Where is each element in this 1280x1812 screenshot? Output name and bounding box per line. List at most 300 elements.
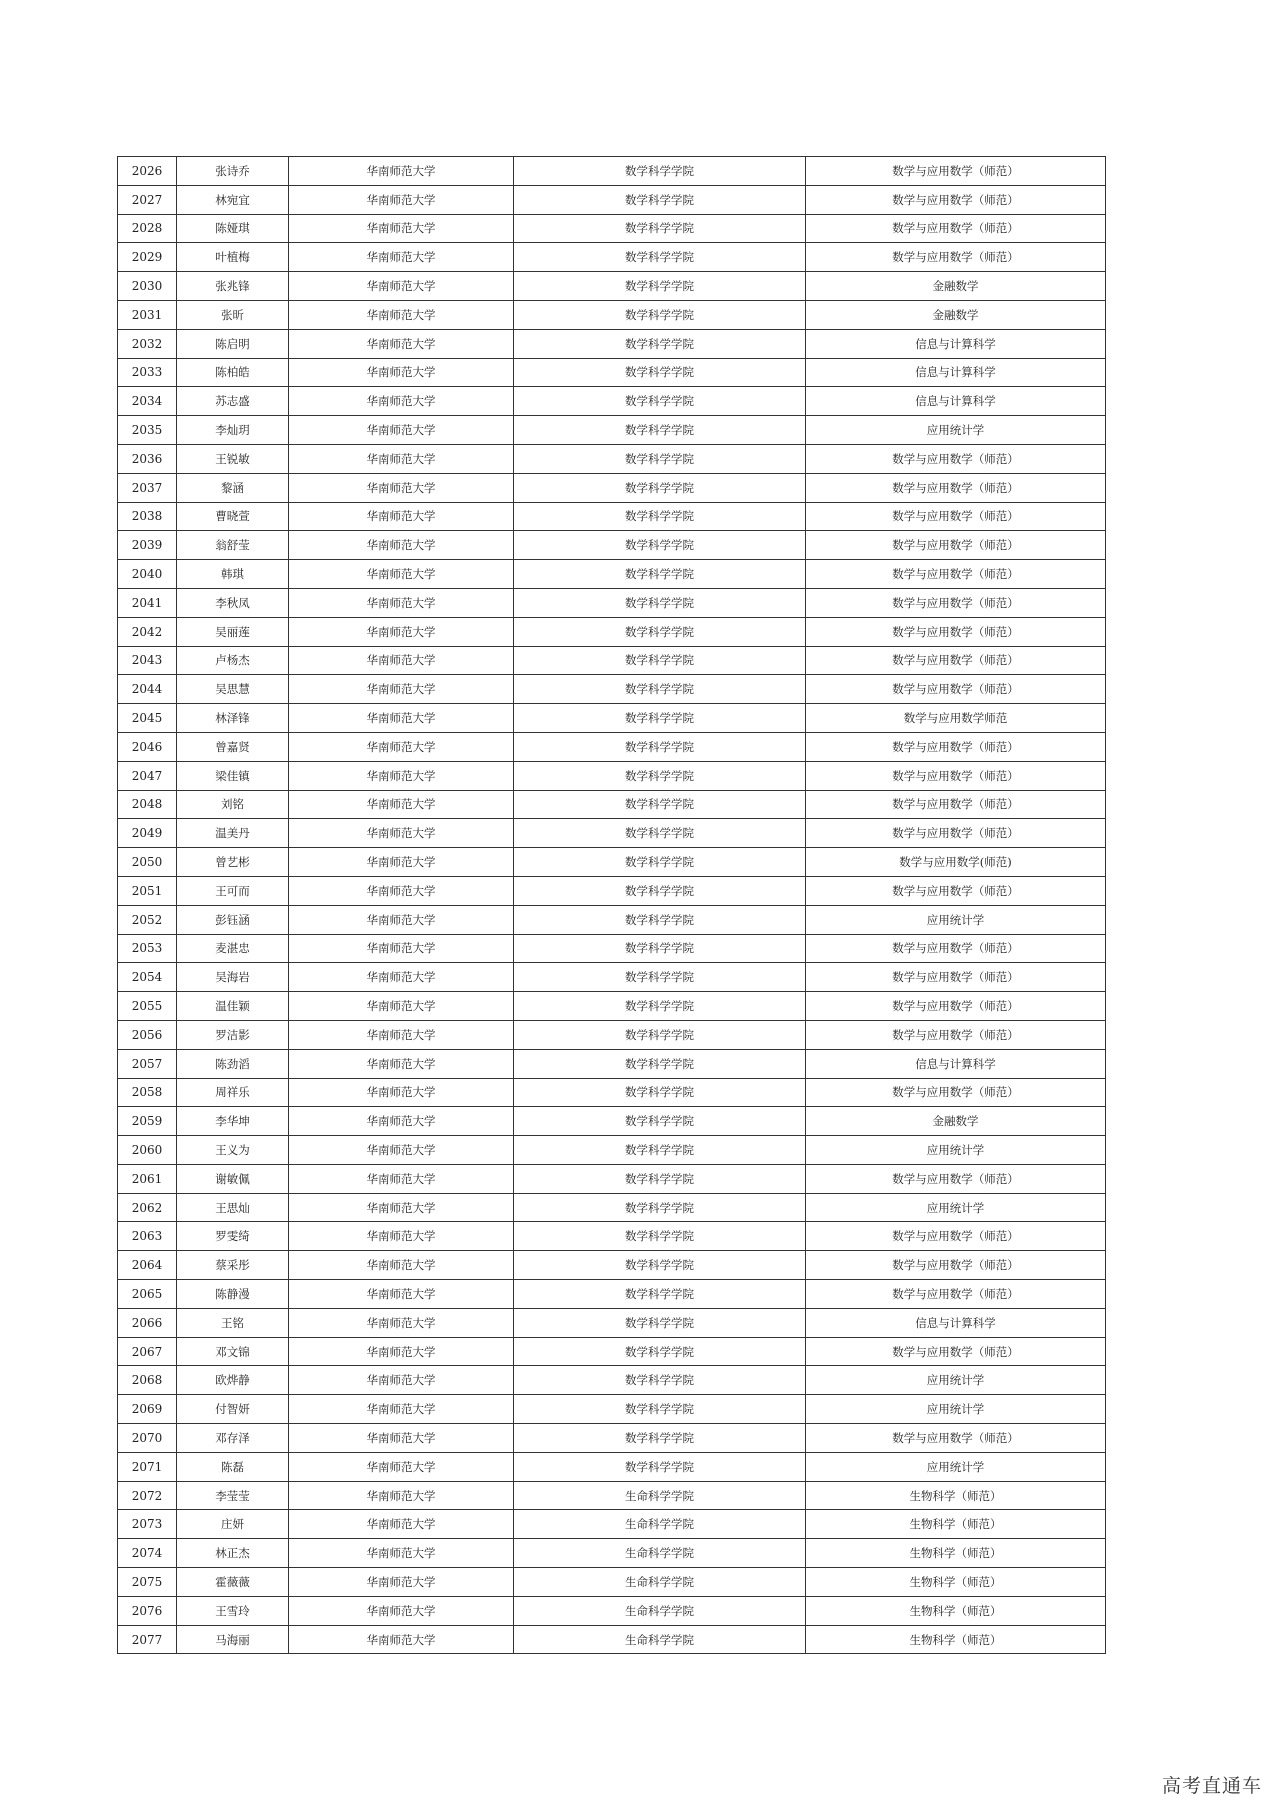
college-cell: 数学科学学院 [514, 243, 806, 272]
college-cell: 数学科学学院 [514, 502, 806, 531]
table-row [118, 1136, 1106, 1165]
table-row [118, 1596, 1106, 1625]
college-cell: 数学科学学院 [514, 1222, 806, 1251]
row-number-cell: 2036 [118, 444, 177, 473]
table-row [118, 1539, 1106, 1568]
major-cell: 数学与应用数学（师范） [806, 560, 1106, 589]
major-cell: 数学与应用数学（师范） [806, 1164, 1106, 1193]
table-row [118, 790, 1106, 819]
row-number-cell: 2056 [118, 1020, 177, 1049]
major-cell: 数学与应用数学（师范） [806, 444, 1106, 473]
college-cell: 数学科学学院 [514, 876, 806, 905]
name-cell: 林正杰 [177, 1539, 289, 1568]
table-row [118, 732, 1106, 761]
college-cell: 生命科学学院 [514, 1625, 806, 1654]
table-row [118, 704, 1106, 733]
major-cell: 数学与应用数学（师范） [806, 1337, 1106, 1366]
major-cell: 金融数学 [806, 300, 1106, 329]
major-cell: 数学与应用数学（师范） [806, 1251, 1106, 1280]
table-row [118, 1078, 1106, 1107]
school-cell: 华南师范大学 [289, 1280, 514, 1309]
major-cell: 数学与应用数学（师范） [806, 1078, 1106, 1107]
school-cell: 华南师范大学 [289, 1452, 514, 1481]
school-cell: 华南师范大学 [289, 704, 514, 733]
college-cell: 数学科学学院 [514, 963, 806, 992]
table-row [118, 1510, 1106, 1539]
name-cell: 邓存泽 [177, 1424, 289, 1453]
table-row [118, 1625, 1106, 1654]
college-cell: 数学科学学院 [514, 732, 806, 761]
table-row [118, 588, 1106, 617]
college-cell: 生命科学学院 [514, 1596, 806, 1625]
name-cell: 梁佳镇 [177, 761, 289, 790]
row-number-cell: 2055 [118, 992, 177, 1021]
major-cell: 数学与应用数学（师范） [806, 473, 1106, 502]
name-cell: 刘铭 [177, 790, 289, 819]
major-cell: 应用统计学 [806, 1395, 1106, 1424]
row-number-cell: 2026 [118, 157, 177, 186]
college-cell: 数学科学学院 [514, 185, 806, 214]
school-cell: 华南师范大学 [289, 1078, 514, 1107]
major-cell: 数学与应用数学（师范） [806, 646, 1106, 675]
major-cell: 信息与计算科学 [806, 329, 1106, 358]
college-cell: 数学科学学院 [514, 387, 806, 416]
school-cell: 华南师范大学 [289, 790, 514, 819]
table-row [118, 1020, 1106, 1049]
school-cell: 华南师范大学 [289, 646, 514, 675]
name-cell: 陈启明 [177, 329, 289, 358]
major-cell: 数学与应用数学（师范） [806, 1222, 1106, 1251]
major-cell: 生物科学（师范） [806, 1625, 1106, 1654]
major-cell: 数学与应用数学（师范） [806, 1424, 1106, 1453]
row-number-cell: 2030 [118, 272, 177, 301]
row-number-cell: 2043 [118, 646, 177, 675]
table-row [118, 560, 1106, 589]
name-cell: 曾嘉贤 [177, 732, 289, 761]
name-cell: 李秋凤 [177, 588, 289, 617]
school-cell: 华南师范大学 [289, 329, 514, 358]
college-cell: 数学科学学院 [514, 1078, 806, 1107]
row-number-cell: 2054 [118, 963, 177, 992]
college-cell: 数学科学学院 [514, 1193, 806, 1222]
college-cell: 数学科学学院 [514, 617, 806, 646]
major-cell: 金融数学 [806, 1107, 1106, 1136]
row-number-cell: 2072 [118, 1481, 177, 1510]
name-cell: 陈娅琪 [177, 214, 289, 243]
row-number-cell: 2038 [118, 502, 177, 531]
name-cell: 周祥乐 [177, 1078, 289, 1107]
name-cell: 吴丽莲 [177, 617, 289, 646]
college-cell: 数学科学学院 [514, 819, 806, 848]
table-row [118, 214, 1106, 243]
row-number-cell: 2063 [118, 1222, 177, 1251]
name-cell: 曾艺彬 [177, 848, 289, 877]
name-cell: 付智妍 [177, 1395, 289, 1424]
table-row [118, 531, 1106, 560]
name-cell: 邓文锦 [177, 1337, 289, 1366]
row-number-cell: 2035 [118, 416, 177, 445]
college-cell: 数学科学学院 [514, 704, 806, 733]
table-row [118, 675, 1106, 704]
table-row [118, 416, 1106, 445]
college-cell: 数学科学学院 [514, 1452, 806, 1481]
school-cell: 华南师范大学 [289, 876, 514, 905]
table-row [118, 1308, 1106, 1337]
table-row [118, 185, 1106, 214]
table-row [118, 1222, 1106, 1251]
table-row [118, 1337, 1106, 1366]
major-cell: 信息与计算科学 [806, 358, 1106, 387]
row-number-cell: 2034 [118, 387, 177, 416]
major-cell: 应用统计学 [806, 416, 1106, 445]
major-cell: 数学与应用数学（师范） [806, 588, 1106, 617]
college-cell: 数学科学学院 [514, 1308, 806, 1337]
row-number-cell: 2067 [118, 1337, 177, 1366]
major-cell: 应用统计学 [806, 905, 1106, 934]
table-row [118, 992, 1106, 1021]
row-number-cell: 2064 [118, 1251, 177, 1280]
school-cell: 华南师范大学 [289, 387, 514, 416]
school-cell: 华南师范大学 [289, 761, 514, 790]
table-row [118, 300, 1106, 329]
major-cell: 数学与应用数学（师范） [806, 934, 1106, 963]
name-cell: 霍薇薇 [177, 1568, 289, 1597]
name-cell: 温美丹 [177, 819, 289, 848]
name-cell: 王义为 [177, 1136, 289, 1165]
college-cell: 数学科学学院 [514, 1251, 806, 1280]
row-number-cell: 2050 [118, 848, 177, 877]
row-number-cell: 2046 [118, 732, 177, 761]
college-cell: 数学科学学院 [514, 1107, 806, 1136]
school-cell: 华南师范大学 [289, 1136, 514, 1165]
school-cell: 华南师范大学 [289, 502, 514, 531]
college-cell: 数学科学学院 [514, 416, 806, 445]
admission-list-table [117, 156, 1106, 1654]
name-cell: 李灿玥 [177, 416, 289, 445]
college-cell: 数学科学学院 [514, 300, 806, 329]
major-cell: 应用统计学 [806, 1193, 1106, 1222]
row-number-cell: 2032 [118, 329, 177, 358]
table-row [118, 1452, 1106, 1481]
row-number-cell: 2059 [118, 1107, 177, 1136]
school-cell: 华南师范大学 [289, 473, 514, 502]
name-cell: 陈静漫 [177, 1280, 289, 1309]
school-cell: 华南师范大学 [289, 1510, 514, 1539]
school-cell: 华南师范大学 [289, 905, 514, 934]
school-cell: 华南师范大学 [289, 1020, 514, 1049]
name-cell: 王铭 [177, 1308, 289, 1337]
table-row [118, 1366, 1106, 1395]
name-cell: 王雪玲 [177, 1596, 289, 1625]
row-number-cell: 2047 [118, 761, 177, 790]
school-cell: 华南师范大学 [289, 819, 514, 848]
major-cell: 数学与应用数学（师范） [806, 876, 1106, 905]
major-cell: 信息与计算科学 [806, 1308, 1106, 1337]
name-cell: 李莹莹 [177, 1481, 289, 1510]
major-cell: 生物科学（师范） [806, 1596, 1106, 1625]
row-number-cell: 2057 [118, 1049, 177, 1078]
major-cell: 数学与应用数学（师范） [806, 761, 1106, 790]
table-row [118, 329, 1106, 358]
school-cell: 华南师范大学 [289, 1222, 514, 1251]
table-row [118, 848, 1106, 877]
row-number-cell: 2052 [118, 905, 177, 934]
row-number-cell: 2076 [118, 1596, 177, 1625]
college-cell: 数学科学学院 [514, 329, 806, 358]
table-row [118, 1164, 1106, 1193]
name-cell: 蔡采彤 [177, 1251, 289, 1280]
college-cell: 数学科学学院 [514, 588, 806, 617]
school-cell: 华南师范大学 [289, 1107, 514, 1136]
name-cell: 欧烨静 [177, 1366, 289, 1395]
table-row [118, 1481, 1106, 1510]
major-cell: 应用统计学 [806, 1452, 1106, 1481]
table-row [118, 473, 1106, 502]
row-number-cell: 2077 [118, 1625, 177, 1654]
name-cell: 卢杨杰 [177, 646, 289, 675]
name-cell: 王可而 [177, 876, 289, 905]
major-cell: 数学与应用数学（师范） [806, 531, 1106, 560]
name-cell: 林宛宜 [177, 185, 289, 214]
row-number-cell: 2039 [118, 531, 177, 560]
school-cell: 华南师范大学 [289, 675, 514, 704]
school-cell: 华南师范大学 [289, 1539, 514, 1568]
row-number-cell: 2062 [118, 1193, 177, 1222]
name-cell: 罗洁影 [177, 1020, 289, 1049]
row-number-cell: 2037 [118, 473, 177, 502]
row-number-cell: 2031 [118, 300, 177, 329]
table-body [118, 157, 1106, 1654]
school-cell: 华南师范大学 [289, 1251, 514, 1280]
row-number-cell: 2044 [118, 675, 177, 704]
name-cell: 李华坤 [177, 1107, 289, 1136]
row-number-cell: 2074 [118, 1539, 177, 1568]
name-cell: 张昕 [177, 300, 289, 329]
name-cell: 吴思慧 [177, 675, 289, 704]
row-number-cell: 2033 [118, 358, 177, 387]
school-cell: 华南师范大学 [289, 1049, 514, 1078]
table-row [118, 1280, 1106, 1309]
name-cell: 翁舒莹 [177, 531, 289, 560]
school-cell: 华南师范大学 [289, 1596, 514, 1625]
name-cell: 韩琪 [177, 560, 289, 589]
name-cell: 陈柏皓 [177, 358, 289, 387]
school-cell: 华南师范大学 [289, 1481, 514, 1510]
name-cell: 吴海岩 [177, 963, 289, 992]
major-cell: 信息与计算科学 [806, 1049, 1106, 1078]
table-row [118, 272, 1106, 301]
row-number-cell: 2073 [118, 1510, 177, 1539]
name-cell: 庄妍 [177, 1510, 289, 1539]
major-cell: 应用统计学 [806, 1366, 1106, 1395]
college-cell: 数学科学学院 [514, 790, 806, 819]
school-cell: 华南师范大学 [289, 1193, 514, 1222]
major-cell: 生物科学（师范） [806, 1481, 1106, 1510]
table-row [118, 358, 1106, 387]
row-number-cell: 2051 [118, 876, 177, 905]
row-number-cell: 2071 [118, 1452, 177, 1481]
school-cell: 华南师范大学 [289, 560, 514, 589]
row-number-cell: 2042 [118, 617, 177, 646]
college-cell: 数学科学学院 [514, 1337, 806, 1366]
college-cell: 数学科学学院 [514, 934, 806, 963]
college-cell: 数学科学学院 [514, 761, 806, 790]
major-cell: 数学与应用数学（师范） [806, 963, 1106, 992]
college-cell: 数学科学学院 [514, 272, 806, 301]
table-row [118, 617, 1106, 646]
school-cell: 华南师范大学 [289, 588, 514, 617]
row-number-cell: 2029 [118, 243, 177, 272]
major-cell: 数学与应用数学（师范） [806, 1020, 1106, 1049]
table-row [118, 819, 1106, 848]
row-number-cell: 2048 [118, 790, 177, 819]
school-cell: 华南师范大学 [289, 300, 514, 329]
major-cell: 数学与应用数学(师范) [806, 848, 1106, 877]
major-cell: 数学与应用数学（师范） [806, 1280, 1106, 1309]
major-cell: 数学与应用数学（师范） [806, 157, 1106, 186]
name-cell: 叶植梅 [177, 243, 289, 272]
major-cell: 信息与计算科学 [806, 387, 1106, 416]
table-row [118, 1424, 1106, 1453]
school-cell: 华南师范大学 [289, 531, 514, 560]
name-cell: 谢敏佩 [177, 1164, 289, 1193]
college-cell: 数学科学学院 [514, 444, 806, 473]
name-cell: 马海丽 [177, 1625, 289, 1654]
table-row [118, 444, 1106, 473]
major-cell: 数学与应用数学（师范） [806, 675, 1106, 704]
school-cell: 华南师范大学 [289, 732, 514, 761]
table-row [118, 157, 1106, 186]
table-row [118, 1251, 1106, 1280]
name-cell: 林泽锋 [177, 704, 289, 733]
school-cell: 华南师范大学 [289, 416, 514, 445]
row-number-cell: 2075 [118, 1568, 177, 1597]
school-cell: 华南师范大学 [289, 992, 514, 1021]
college-cell: 数学科学学院 [514, 157, 806, 186]
table-row [118, 1568, 1106, 1597]
row-number-cell: 2027 [118, 185, 177, 214]
college-cell: 数学科学学院 [514, 905, 806, 934]
table-row [118, 963, 1106, 992]
name-cell: 曹晓萱 [177, 502, 289, 531]
major-cell: 生物科学（师范） [806, 1510, 1106, 1539]
row-number-cell: 2068 [118, 1366, 177, 1395]
table-row [118, 876, 1106, 905]
college-cell: 数学科学学院 [514, 992, 806, 1021]
row-number-cell: 2028 [118, 214, 177, 243]
row-number-cell: 2041 [118, 588, 177, 617]
name-cell: 黎涵 [177, 473, 289, 502]
college-cell: 数学科学学院 [514, 1136, 806, 1165]
school-cell: 华南师范大学 [289, 444, 514, 473]
name-cell: 温佳颖 [177, 992, 289, 1021]
table-row [118, 905, 1106, 934]
school-cell: 华南师范大学 [289, 1568, 514, 1597]
college-cell: 数学科学学院 [514, 1049, 806, 1078]
school-cell: 华南师范大学 [289, 1337, 514, 1366]
major-cell: 数学与应用数学（师范） [806, 214, 1106, 243]
college-cell: 数学科学学院 [514, 646, 806, 675]
school-cell: 华南师范大学 [289, 934, 514, 963]
college-cell: 数学科学学院 [514, 473, 806, 502]
table-row [118, 502, 1106, 531]
name-cell: 彭钰涵 [177, 905, 289, 934]
school-cell: 华南师范大学 [289, 157, 514, 186]
table-row [118, 1049, 1106, 1078]
college-cell: 数学科学学院 [514, 675, 806, 704]
school-cell: 华南师范大学 [289, 1164, 514, 1193]
table-row [118, 243, 1106, 272]
school-cell: 华南师范大学 [289, 272, 514, 301]
name-cell: 罗雯绮 [177, 1222, 289, 1251]
major-cell: 数学与应用数学（师范） [806, 243, 1106, 272]
row-number-cell: 2060 [118, 1136, 177, 1165]
school-cell: 华南师范大学 [289, 358, 514, 387]
college-cell: 数学科学学院 [514, 531, 806, 560]
college-cell: 数学科学学院 [514, 1020, 806, 1049]
college-cell: 生命科学学院 [514, 1510, 806, 1539]
college-cell: 生命科学学院 [514, 1539, 806, 1568]
row-number-cell: 2049 [118, 819, 177, 848]
table-row [118, 646, 1106, 675]
major-cell: 数学与应用数学（师范） [806, 790, 1106, 819]
college-cell: 数学科学学院 [514, 1366, 806, 1395]
college-cell: 数学科学学院 [514, 1164, 806, 1193]
row-number-cell: 2058 [118, 1078, 177, 1107]
name-cell: 王锐敏 [177, 444, 289, 473]
college-cell: 数学科学学院 [514, 848, 806, 877]
table-row [118, 1107, 1106, 1136]
school-cell: 华南师范大学 [289, 185, 514, 214]
row-number-cell: 2065 [118, 1280, 177, 1309]
name-cell: 麦湛忠 [177, 934, 289, 963]
school-cell: 华南师范大学 [289, 1424, 514, 1453]
school-cell: 华南师范大学 [289, 1308, 514, 1337]
row-number-cell: 2045 [118, 704, 177, 733]
table-row [118, 387, 1106, 416]
college-cell: 数学科学学院 [514, 1424, 806, 1453]
major-cell: 数学与应用数学（师范） [806, 819, 1106, 848]
school-cell: 华南师范大学 [289, 1625, 514, 1654]
major-cell: 数学与应用数学（师范） [806, 732, 1106, 761]
college-cell: 生命科学学院 [514, 1568, 806, 1597]
watermark-text: 高考直通车 [1161, 1775, 1262, 1797]
college-cell: 数学科学学院 [514, 358, 806, 387]
name-cell: 陈劲滔 [177, 1049, 289, 1078]
major-cell: 数学与应用数学（师范） [806, 617, 1106, 646]
school-cell: 华南师范大学 [289, 848, 514, 877]
college-cell: 数学科学学院 [514, 214, 806, 243]
table-row [118, 1193, 1106, 1222]
major-cell: 生物科学（师范） [806, 1539, 1106, 1568]
row-number-cell: 2069 [118, 1395, 177, 1424]
college-cell: 数学科学学院 [514, 1395, 806, 1424]
school-cell: 华南师范大学 [289, 963, 514, 992]
row-number-cell: 2070 [118, 1424, 177, 1453]
major-cell: 数学与应用数学（师范） [806, 185, 1106, 214]
name-cell: 张诗乔 [177, 157, 289, 186]
name-cell: 陈磊 [177, 1452, 289, 1481]
major-cell: 应用统计学 [806, 1136, 1106, 1165]
school-cell: 华南师范大学 [289, 1395, 514, 1424]
college-cell: 生命科学学院 [514, 1481, 806, 1510]
row-number-cell: 2066 [118, 1308, 177, 1337]
row-number-cell: 2053 [118, 934, 177, 963]
name-cell: 张兆锋 [177, 272, 289, 301]
row-number-cell: 2040 [118, 560, 177, 589]
college-cell: 数学科学学院 [514, 560, 806, 589]
school-cell: 华南师范大学 [289, 1366, 514, 1395]
